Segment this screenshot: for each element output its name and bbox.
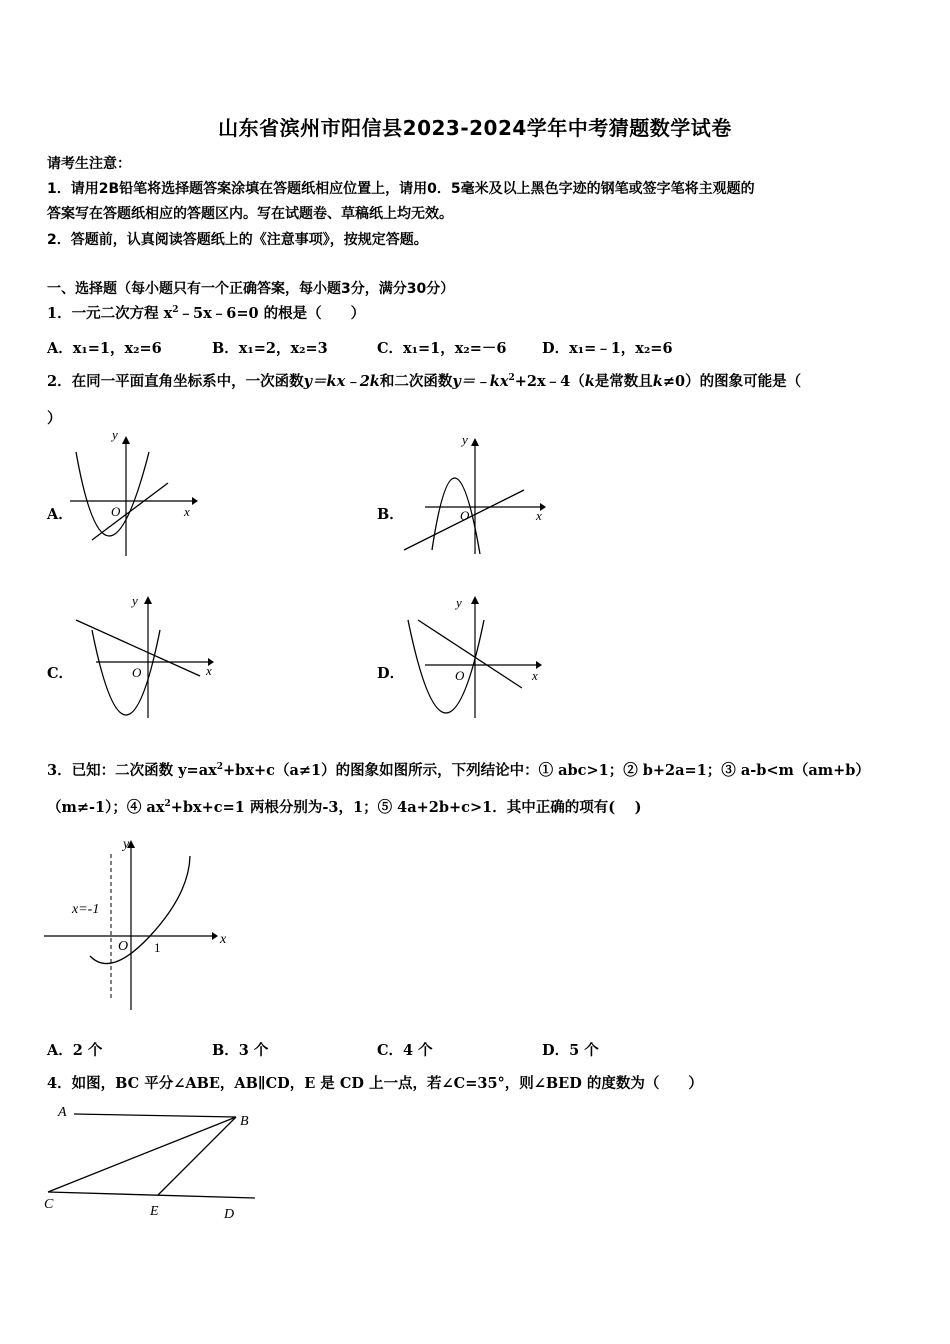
y-label: y [132, 593, 138, 608]
question-2-stem [47, 370, 801, 391]
q2-option-b[interactable]: B． [377, 506, 404, 523]
point-b-label: B [240, 1114, 249, 1129]
q2-text-e: +2x﹣4（ [514, 373, 585, 390]
q3-option-b[interactable]: B．3 个 [212, 1042, 269, 1059]
q1-option-b[interactable]: B．x₁=2，x₂=3 [212, 340, 328, 357]
point-c-label: C [44, 1197, 54, 1212]
segment-ab [74, 1114, 236, 1117]
question-1-stem [47, 302, 365, 323]
q3-option-a[interactable]: A．2 个 [47, 1042, 103, 1059]
q2-option-d[interactable]: D． [377, 665, 405, 682]
origin-label: O [132, 665, 142, 680]
q1-option-a[interactable]: A．x₁=1，x₂=6 [47, 340, 162, 357]
y-label: y [112, 428, 118, 442]
notice-item-1-line-1: 1．请用2B铅笔将选择题答案涂填在答题纸相应位置上，请用0．5毫米及以上黑色字迹的钢笔或签字笔将主观题的 [47, 181, 755, 197]
parabola [90, 856, 190, 964]
page-title: 山东省滨州市阳信县2023-2024学年中考猜题数学试卷 [218, 116, 732, 140]
q3-option-c[interactable]: C．4 个 [377, 1042, 433, 1059]
x-axis-arrow-icon [212, 932, 218, 940]
point-a-label: A [58, 1105, 67, 1120]
q2-linear-func: y＝kx﹣2k [303, 373, 380, 390]
q3-sup-2: 2 [164, 799, 171, 810]
q3-graph [44, 832, 239, 1012]
q2-text-i: ≠0）的图象可能是（ [662, 373, 802, 390]
root-label: 1 [154, 940, 161, 955]
origin-label: O [460, 508, 470, 523]
x-axis-arrow-icon [192, 497, 198, 505]
q1-option-d[interactable]: D．x₁=﹣1，x₂=6 [542, 340, 673, 357]
q2-option-c[interactable]: C． [47, 665, 74, 682]
y-label: y [456, 595, 462, 610]
x-label: x [220, 932, 227, 947]
line [92, 483, 168, 540]
y-axis-arrow-icon [471, 438, 479, 446]
question-4-stem: 4．如图，BC 平分∠ABE，AB∥CD，E 是 CD 上一点，若∠C=35°，则∠BED 的度数为（ ） [47, 1075, 703, 1092]
x-label: x [206, 663, 212, 678]
q2-quad-func: y＝﹣kx [452, 373, 509, 390]
segment-cd [48, 1192, 255, 1198]
y-axis-arrow-icon [144, 596, 152, 604]
q2-graph-b [400, 432, 550, 557]
q3-text-c: （m≠-1）；④ ax [47, 799, 165, 816]
question-3-stem-line-2 [47, 796, 642, 817]
q1-sup: 2 [172, 305, 179, 316]
origin-label: O [118, 939, 129, 954]
notice-item-2: 2．答题前，认真阅读答题纸上的《注意事项》，按规定答题。 [47, 232, 428, 248]
q2-graph-c [68, 590, 223, 720]
question-2-stem-line-2: ） [47, 410, 62, 427]
y-label: y [462, 432, 468, 447]
question-3-stem-line-1 [47, 759, 870, 780]
q3-sup-1: 2 [216, 762, 224, 773]
notice-heading: 请考生注意： [47, 156, 131, 172]
q2-text-c: 和二次函数 [379, 373, 453, 390]
origin-label: O [455, 668, 465, 683]
q1-text-b: ﹣5x﹣6=0 的根是（ ） [178, 305, 366, 322]
q2-graph-a [70, 428, 200, 558]
x-label: x [532, 668, 538, 683]
x-label: x [184, 504, 190, 519]
q3-text-a: 3．已知：二次函数 y=ax [47, 762, 217, 779]
q2-option-a[interactable]: A． [47, 506, 73, 523]
parabola [76, 452, 149, 536]
q1-option-c[interactable]: C．x₁=1，x₂=－6 [377, 340, 507, 357]
q2-text-a: 2．在同一平面直角坐标系中，一次函数 [47, 373, 304, 390]
q2-graph-d [400, 590, 550, 720]
section-heading: 一、选择题（每小题只有一个正确答案，每小题3分，满分30分） [47, 281, 455, 297]
q1-text-a: 1．一元二次方程 x [47, 305, 173, 322]
y-label: y [123, 837, 130, 852]
segment-be [158, 1117, 236, 1195]
q2-sup: 2 [508, 373, 515, 384]
point-d-label: D [224, 1207, 235, 1222]
q3-option-d[interactable]: D．5 个 [542, 1042, 599, 1059]
symmetry-label: x=-1 [72, 902, 100, 917]
parabola [408, 620, 484, 713]
notice-item-1-line-2: 答案写在答题纸相应的答题区内。写在试题卷、草稿纸上均无效。 [47, 206, 453, 222]
y-axis-arrow-icon [471, 596, 479, 604]
y-axis-arrow-icon [122, 436, 130, 444]
x-label: x [536, 508, 542, 523]
q3-text-b: +bx+c（a≠1）的图象如图所示，下列结论中：① abc>1；② b+2a=1；③ a-b<m（am+b） [223, 762, 870, 779]
origin-label: O [111, 504, 121, 519]
q3-text-d: +bx+c=1 两根分别为-3，1；⑤ 4a+2b+c>1．其中正确的项有( ) [170, 799, 642, 816]
q4-figure [40, 1100, 265, 1228]
q2-k2: k [652, 373, 663, 390]
segment-bc [48, 1117, 236, 1192]
q2-k1: k [584, 373, 595, 390]
q2-text-g: 是常数且 [594, 373, 653, 390]
point-e-label: E [150, 1204, 159, 1219]
